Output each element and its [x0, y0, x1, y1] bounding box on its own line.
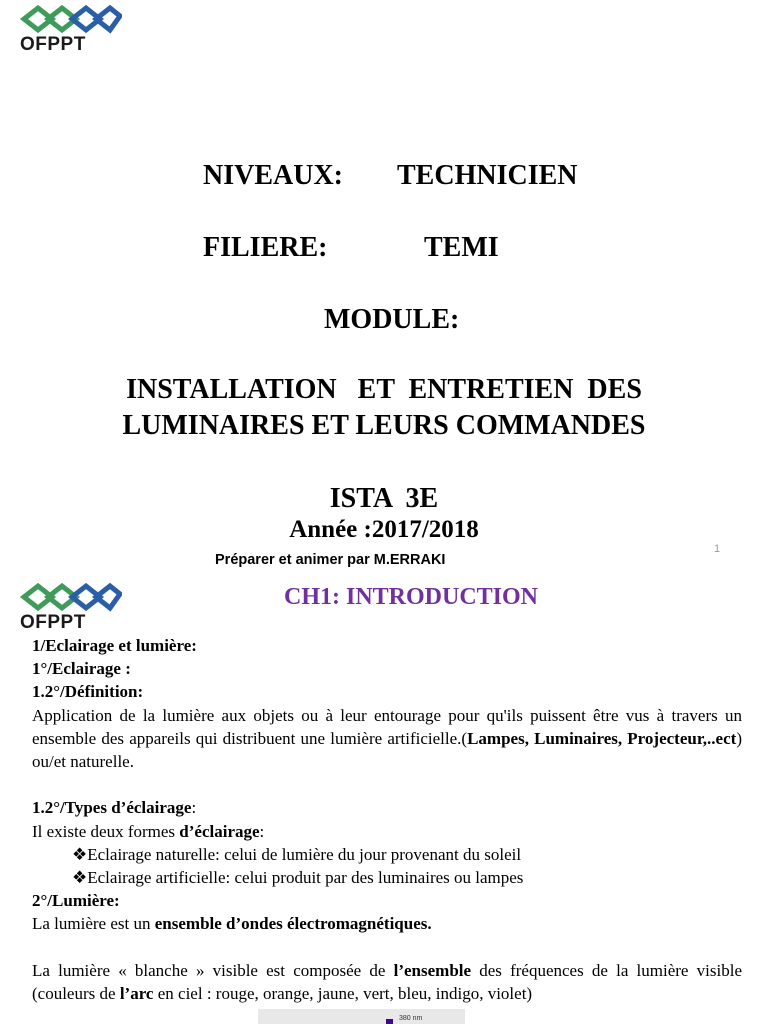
heading-eclairage-lumiere: 1/Eclairage et lumière:: [32, 636, 197, 655]
filiere-value: TEMI: [424, 232, 499, 263]
ofppt-logo: [18, 4, 122, 54]
heading-definition: 1.2°/Définition:: [32, 682, 144, 702]
ofppt-logo-mark-icon: [18, 4, 122, 34]
lumiere-blanche-paragraph: La lumière « blanche » visible est composée de l’ensemble des fréquences de la lumière visible (couleurs de l’arc en ciel : rouge, orange, jaune, vert, bleu, indigo, violet): [32, 960, 742, 1004]
school-name: ISTA 3E: [329, 483, 439, 514]
definition-paragraph: Application de la lumière aux objets ou à leur entourage pour qu'ils puissent être vus à travers un ensemble des appareils qui distribuent une lumière artificielle.(Lampes, Luminaires, Projecteur,..ect) ou/et naturelle.: [32, 705, 742, 772]
ofppt-logo: [18, 582, 122, 632]
academic-year: Année :2017/2018: [289, 516, 479, 543]
spectrum-image: [258, 1009, 465, 1024]
content-slide: [0, 572, 768, 1024]
module-title-line1: INSTALLATION ET ENTRETIEN DES: [126, 374, 642, 405]
niveaux-value: TECHNICIEN: [397, 160, 578, 191]
module-label: MODULE:: [324, 304, 460, 335]
prepared-by: Préparer et animer par M.ERRAKI: [215, 552, 446, 568]
page-number: 1: [714, 543, 721, 555]
diamond-bullet-icon: ❖: [72, 868, 88, 888]
filiere-label: FILIERE:: [203, 232, 328, 263]
lumiere-paragraph: La lumière est un ensemble d’ondes électromagnétiques.: [32, 914, 432, 934]
slide-body: [32, 634, 742, 1005]
types-heading: 1.2°/Types d’éclairage:: [32, 798, 197, 818]
ofppt-logo-text: OFPPT: [20, 612, 86, 633]
ofppt-logo-mark-icon: [18, 582, 122, 612]
list-item: ❖Eclairage naturelle: celui de lumière du jour provenant du soleil: [72, 844, 522, 864]
module-title-line2: LUMINAIRES ET LEURS COMMANDES: [122, 410, 646, 441]
heading-eclairage: 1°/Eclairage :: [32, 659, 131, 679]
types-intro: Il existe deux formes d’éclairage:: [32, 821, 265, 841]
spectrum-label: 380 nm: [399, 1015, 423, 1022]
niveaux-label: NIVEAUX:: [203, 160, 343, 191]
chapter-title: CH1: INTRODUCTION: [284, 584, 539, 610]
heading-lumiere: 2°/Lumière:: [32, 891, 120, 911]
list-item: ❖Eclairage artificielle: celui produit par des luminaires ou lampes: [72, 868, 524, 888]
diamond-bullet-icon: ❖: [72, 844, 88, 864]
spectrum-marker: [386, 1019, 393, 1024]
ofppt-logo-text: OFPPT: [20, 34, 86, 55]
